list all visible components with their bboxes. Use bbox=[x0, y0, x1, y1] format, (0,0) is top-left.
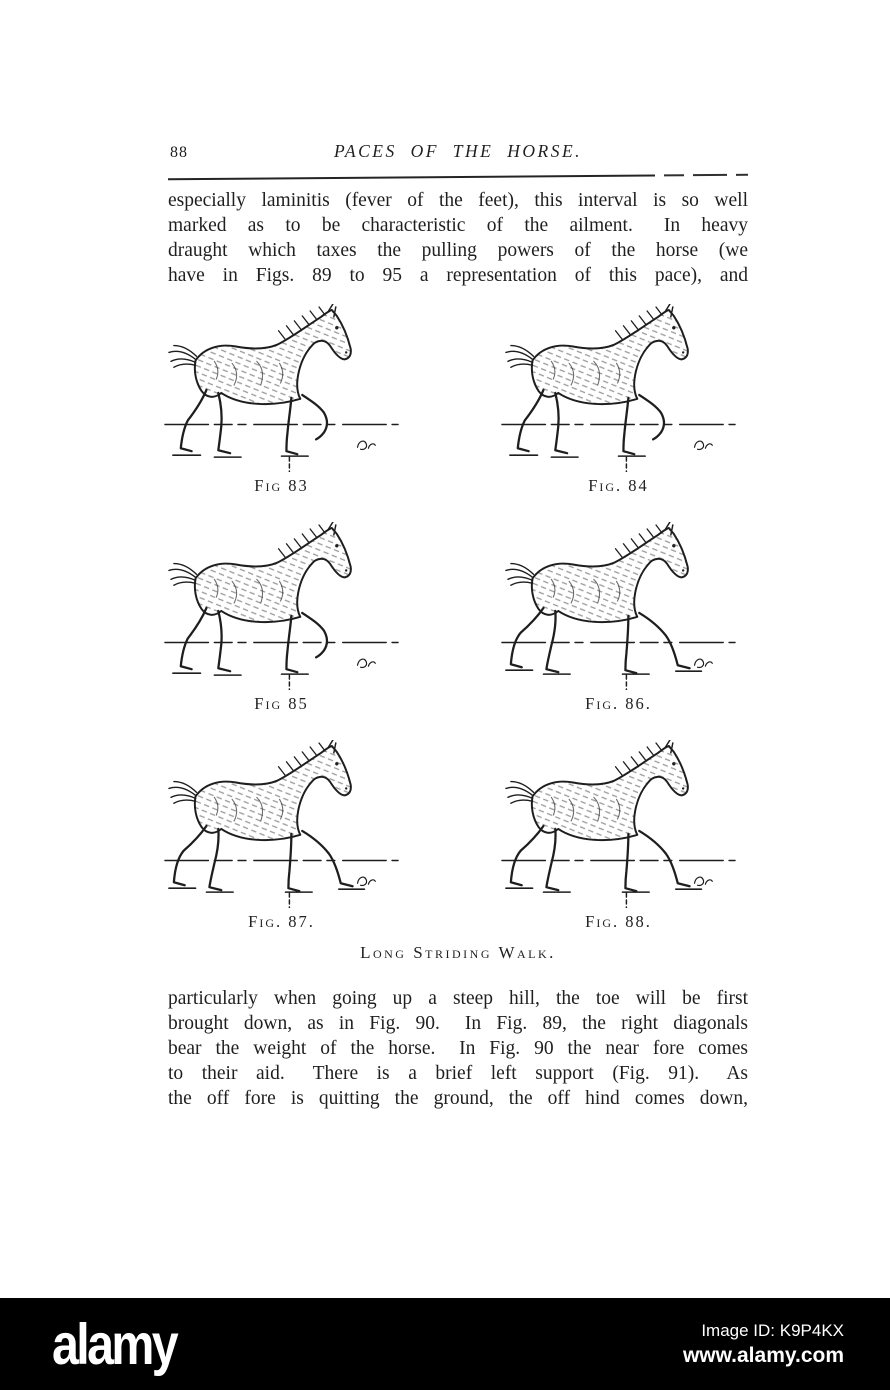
eye-dot bbox=[335, 326, 338, 329]
watermark-info bbox=[683, 1321, 844, 1368]
nostril-dot bbox=[345, 351, 347, 353]
text-line: particularly when going up a steep hill, the toe will be first bbox=[168, 988, 748, 1009]
figures-grid bbox=[163, 304, 737, 932]
horse-figure bbox=[500, 740, 737, 932]
eye-dot bbox=[335, 762, 338, 765]
engraver-monogram bbox=[358, 441, 376, 449]
tail-strokes bbox=[169, 782, 197, 804]
horse-figure bbox=[500, 522, 737, 714]
image-id-label: Image ID: K9P4KX bbox=[701, 1320, 844, 1340]
text-line: the off fore is quitting the ground, the off hind comes down, bbox=[168, 1088, 748, 1109]
tail-strokes bbox=[506, 346, 534, 368]
horse-body-outline bbox=[195, 310, 351, 404]
header-rule-solid-segment bbox=[168, 174, 655, 180]
alamy-logo: alamy bbox=[52, 1310, 177, 1377]
horse-figure bbox=[163, 740, 400, 932]
engraver-monogram bbox=[695, 659, 713, 667]
figures-group-caption: Long Striding Walk. bbox=[360, 943, 556, 962]
eye-dot bbox=[672, 544, 675, 547]
tail-strokes bbox=[506, 782, 534, 804]
horse-engraving-illustration bbox=[500, 522, 737, 690]
tail-strokes bbox=[169, 564, 197, 586]
hoof-ground-strokes bbox=[169, 888, 365, 892]
eye-dot bbox=[672, 762, 675, 765]
horse-body-outline bbox=[195, 528, 351, 622]
header-rule-dash bbox=[664, 174, 684, 176]
horse-figure bbox=[500, 304, 737, 496]
figure-caption: Fig. 87. bbox=[248, 912, 315, 931]
text-line: to their aid. There is a brief left support (Fig. 91). As bbox=[168, 1063, 748, 1084]
horse-figure bbox=[163, 304, 400, 496]
eye-dot bbox=[672, 326, 675, 329]
horse-body-outline bbox=[195, 746, 351, 840]
hoof-ground-strokes bbox=[506, 888, 702, 892]
eye-dot bbox=[335, 544, 338, 547]
website-label: www.alamy.com bbox=[682, 1343, 844, 1367]
horse-body-outline bbox=[532, 310, 688, 404]
text-line: bear the weight of the horse. In Fig. 90 the near fore comes bbox=[168, 1038, 748, 1059]
hoof-ground-strokes bbox=[173, 673, 308, 675]
nostril-dot bbox=[345, 569, 347, 571]
paragraph-top bbox=[168, 188, 748, 288]
nostril-dot bbox=[682, 787, 684, 789]
figure-caption: Fig. 86. bbox=[585, 694, 652, 713]
nostril-dot bbox=[682, 351, 684, 353]
horse-body-outline bbox=[532, 746, 688, 840]
nostril-dot bbox=[682, 569, 684, 571]
paragraph-bottom bbox=[168, 986, 748, 1111]
figure-caption: Fig 83 bbox=[254, 476, 309, 495]
tail-strokes bbox=[169, 346, 197, 368]
tail-strokes bbox=[506, 564, 534, 586]
figure-caption: Fig. 88. bbox=[585, 912, 652, 931]
header-rule-dash bbox=[736, 174, 748, 176]
horse-engraving-illustration bbox=[163, 304, 400, 472]
text-line: have in Figs. 89 to 95 a representation of this pace), and bbox=[168, 265, 748, 286]
header-rule bbox=[168, 174, 748, 181]
watermark-bar bbox=[0, 1298, 890, 1390]
header-rule-dash bbox=[693, 174, 727, 176]
engraver-monogram bbox=[695, 877, 713, 885]
hoof-ground-strokes bbox=[506, 670, 702, 674]
text-line: especially laminitis (fever of the feet), this interval is so well bbox=[168, 190, 748, 211]
horse-engraving-illustration bbox=[500, 304, 737, 472]
page-number: 88 bbox=[170, 144, 188, 161]
engraver-monogram bbox=[358, 877, 376, 885]
engraver-monogram bbox=[358, 659, 376, 667]
running-title: PACES OF THE HORSE. bbox=[333, 141, 583, 161]
hoof-ground-strokes bbox=[510, 455, 645, 457]
figure-caption: Fig. 84 bbox=[588, 476, 649, 495]
engraver-monogram bbox=[695, 441, 713, 449]
text-line: brought down, as in Fig. 90. In Fig. 89, the right diagonals bbox=[168, 1013, 748, 1034]
nostril-dot bbox=[345, 787, 347, 789]
horse-engraving-illustration bbox=[163, 522, 400, 690]
hoof-ground-strokes bbox=[173, 455, 308, 457]
horse-engraving-illustration bbox=[163, 740, 400, 908]
text-line: draught which taxes the pulling powers of the horse (we bbox=[168, 240, 748, 261]
horse-figure bbox=[163, 522, 400, 714]
text-line: marked as to be characteristic of the ailment. In heavy bbox=[168, 215, 748, 236]
page-header bbox=[168, 141, 748, 167]
horse-engraving-illustration bbox=[500, 740, 737, 908]
horse-body-outline bbox=[532, 528, 688, 622]
figure-caption: Fig 85 bbox=[254, 694, 309, 713]
